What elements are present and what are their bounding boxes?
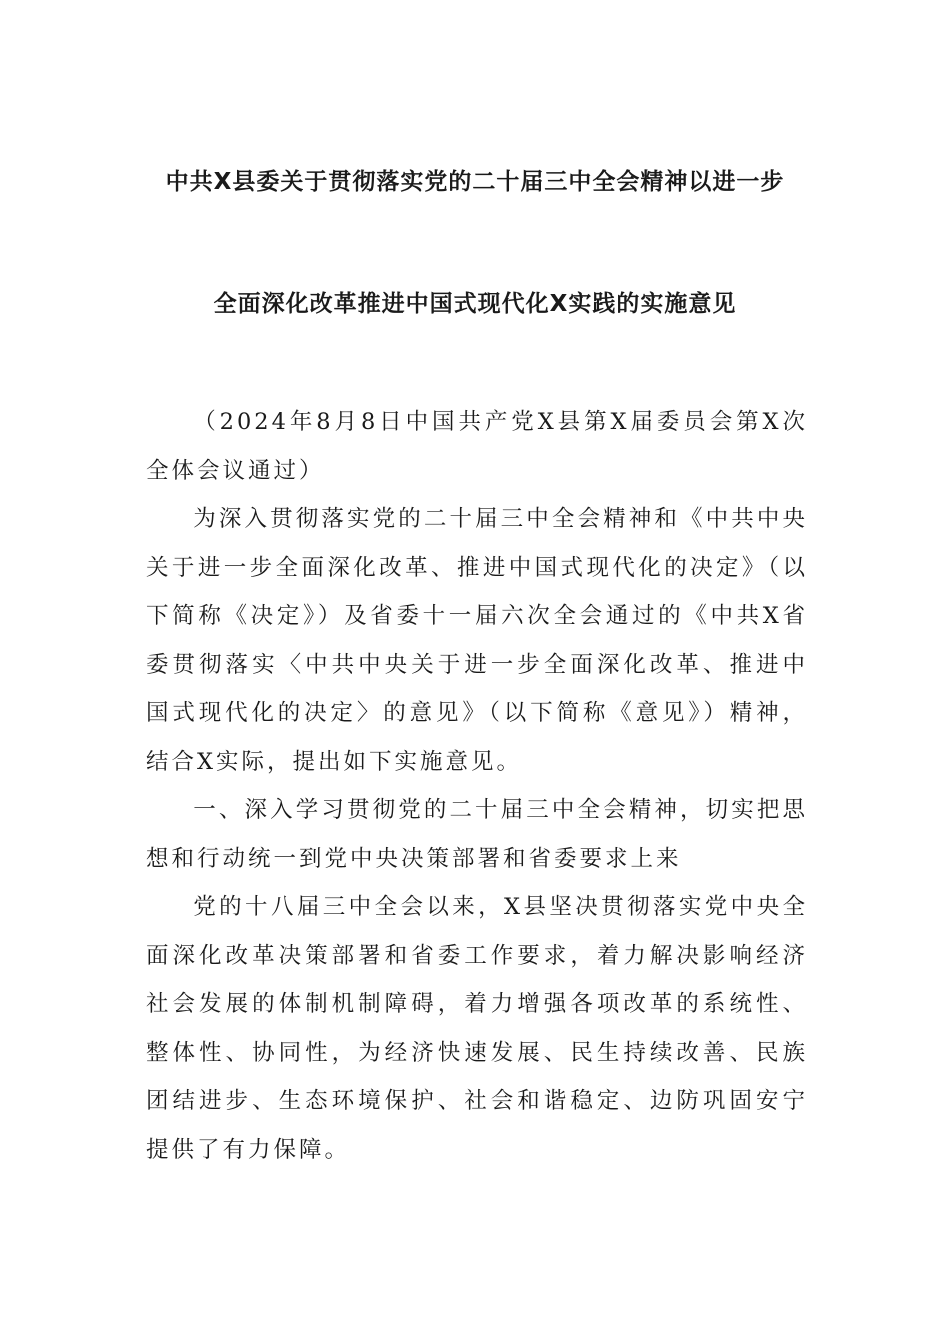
adoption-note: （2024年8月8日中国共产党X县第X届委员会第X次全体会议通过） bbox=[146, 409, 808, 484]
document-title-line-2: 全面深化改革推进中国式现代化X实践的实施意见 bbox=[213, 291, 737, 317]
body-paragraph: 党的十八届三中全会以来，X县坚决贯彻落实党中央全面深化改革决策部署和省委工作要求，着力解决影响经济社会发展的体制机制障碍，着力增强各项改革的系统性、整体性、协同性，为经济快速发展、民生持续改善、民族团结进步、生态环境保护、社会和谐稳定、边防巩固安宁提供了有力保障。 bbox=[146, 894, 808, 1163]
document-title-line-1: 中共X县委关于贯彻落实党的二十届三中全会精神以进一步 bbox=[165, 169, 785, 195]
intro-paragraph: 为深入贯彻落实党的二十届三中全会精神和《中共中央关于进一步全面深化改革、推进中国式现代化的决定》（以下简称《决定》）及省委十一届六次全会通过的《中共X省委贯彻落实〈中共中央关于进一步全面深化改革、推进中国式现代化的决定〉的意见》（以下简称《意见》）精神，结合X实际，提出如下实施意见。 bbox=[146, 506, 808, 775]
section-heading-1: 一、深入学习贯彻党的二十届三中全会精神，切实把思想和行动统一到党中央决策部署和省委要求上来 bbox=[146, 797, 808, 872]
document-body bbox=[146, 398, 808, 1174]
